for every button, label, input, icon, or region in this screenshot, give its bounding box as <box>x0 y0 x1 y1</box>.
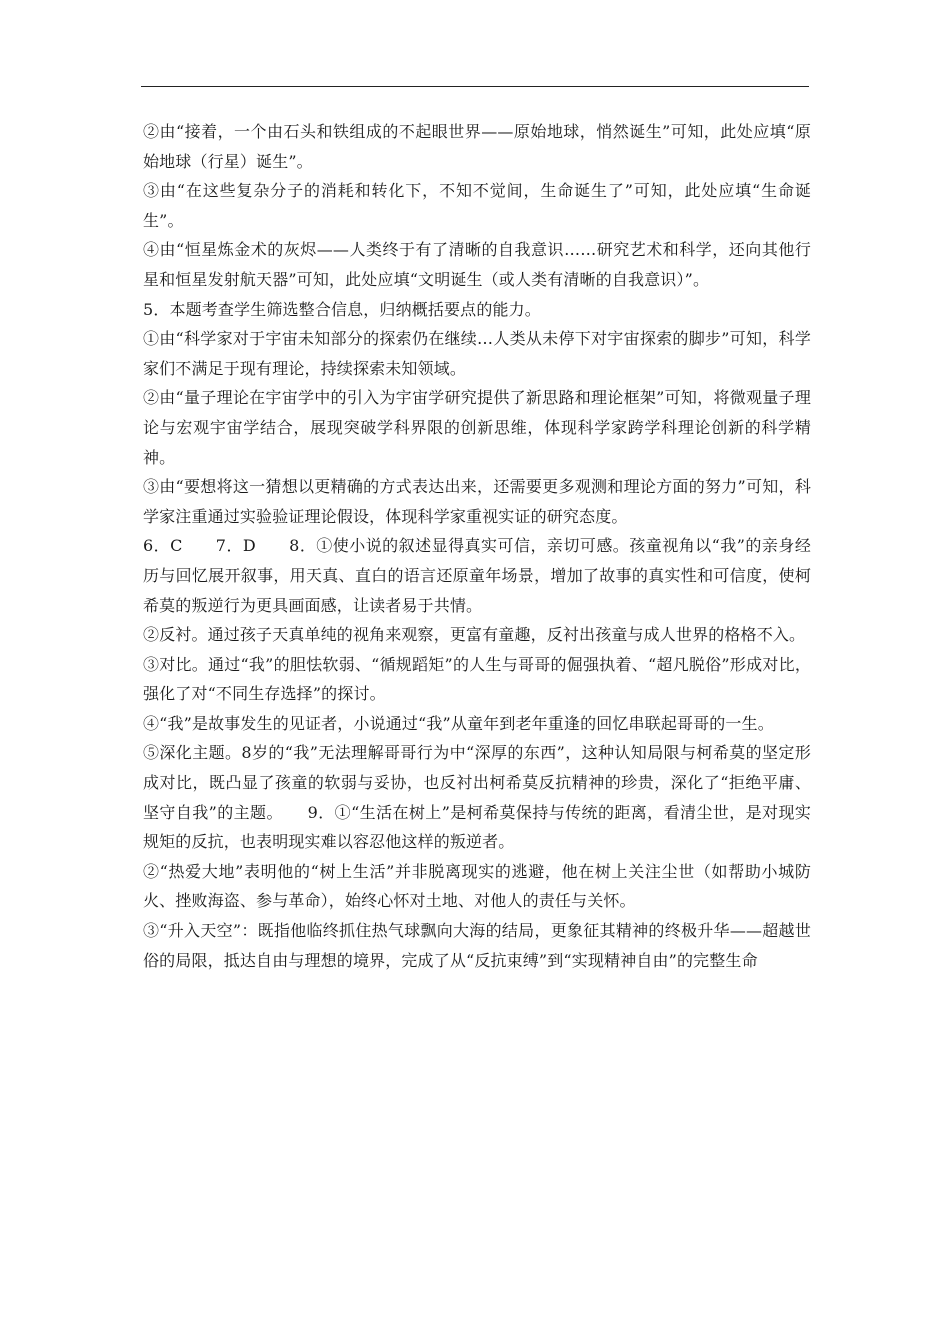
paragraph-q6-q8-item1: 6．C 7．D 8．①使小说的叙述显得真实可信，亲切可感。孩童视角以“我”的亲身经历与回忆展开叙事，用天真、直白的语言还原童年场景，增加了故事的真实性和可信度，使柯希莫的叛逆行为更具画面感，让读者易于共情。 <box>143 536 811 615</box>
paragraph-q5-intro: 5．本题考查学生筛选整合信息，归纳概括要点的能力。 <box>143 299 541 319</box>
paragraph-q8-item3: ③对比。通过“我”的胆怯软弱、“循规蹈矩”的人生与哥哥的倔强执着、“超凡脱俗”形成对比，强化了对“不同生存选择”的探讨。 <box>143 654 811 704</box>
paragraph-q5-item1: ①由“科学家对于宇宙未知部分的探索仍在继续…人类从未停下对宇宙探索的脚步”可知，科学家们不满足于现有理论，持续探索未知领域。 <box>143 329 811 378</box>
answer-text-body <box>143 117 811 975</box>
paragraph-q4-item2: ②由“接着，一个由石头和铁组成的不起眼世界——原始地球，悄然诞生”可知，此处应填“原始地球（行星）诞生”。 <box>143 122 811 171</box>
header-rule <box>141 86 809 87</box>
paragraph-q9-item3: ③“升入天空”：既指他临终抓住热气球飘向大海的结局，更象征其精神的终极升华——超越世俗的局限，抵达自由与理想的境界，完成了从“反抗束缚”到“实现精神自由”的完整生命 <box>143 921 811 970</box>
paragraph-q4-item4: ④由“恒星炼金术的灰烬——人类终于有了清晰的自我意识……研究艺术和科学，还向其他行星和恒星发射航天器”可知，此处应填“文明诞生（或人类有清晰的自我意识）”。 <box>143 240 811 289</box>
paragraph-q9-item2: ②“热爱大地”表明他的“树上生活”并非脱离现实的逃避，他在树上关注尘世（如帮助小城防火、挫败海盗、参与革命），始终心怀对土地、对他人的责任与关怀。 <box>143 861 811 911</box>
paragraph-q8-item5-q9-item1: ⑤深化主题。8岁的“我”无法理解哥哥行为中“深厚的东西”，这种认知局限与柯希莫的坚定形成对比，既凸显了孩童的软弱与妥协，也反衬出柯希莫反抗精神的珍贵，深化了“拒绝平庸、坚守自我”的主题。 9．①“生活在树上”是柯希莫保持与传统的距离，看清尘世，是对现实规矩的反抗，也表明现实难以容忍他这样的叛逆者。 <box>143 743 811 852</box>
paragraph-q8-item4: ④“我”是故事发生的见证者，小说通过“我”从童年到老年重逢的回忆串联起哥哥的一生。 <box>143 713 774 733</box>
paragraph-q5-item2: ②由“量子理论在宇宙学中的引入为宇宙学研究提供了新思路和理论框架”可知，将微观量子理论与宏观宇宙学结合，展现突破学科界限的创新思维，体现科学家跨学科理论创新的科学精神。 <box>143 388 811 467</box>
paragraph-q4-item3: ③由“在这些复杂分子的消耗和转化下，不知不觉间，生命诞生了”可知，此处应填“生命诞生”。 <box>143 181 811 230</box>
paragraph-q8-item2: ②反衬。通过孩子天真单纯的视角来观察，更富有童趣，反衬出孩童与成人世界的格格不入。 <box>143 625 806 645</box>
paragraph-q5-item3: ③由“要想将这一猜想以更精确的方式表达出来，还需要更多观测和理论方面的努力”可知，科学家注重通过实验验证理论假设，体现科学家重视实证的研究态度。 <box>143 477 811 526</box>
